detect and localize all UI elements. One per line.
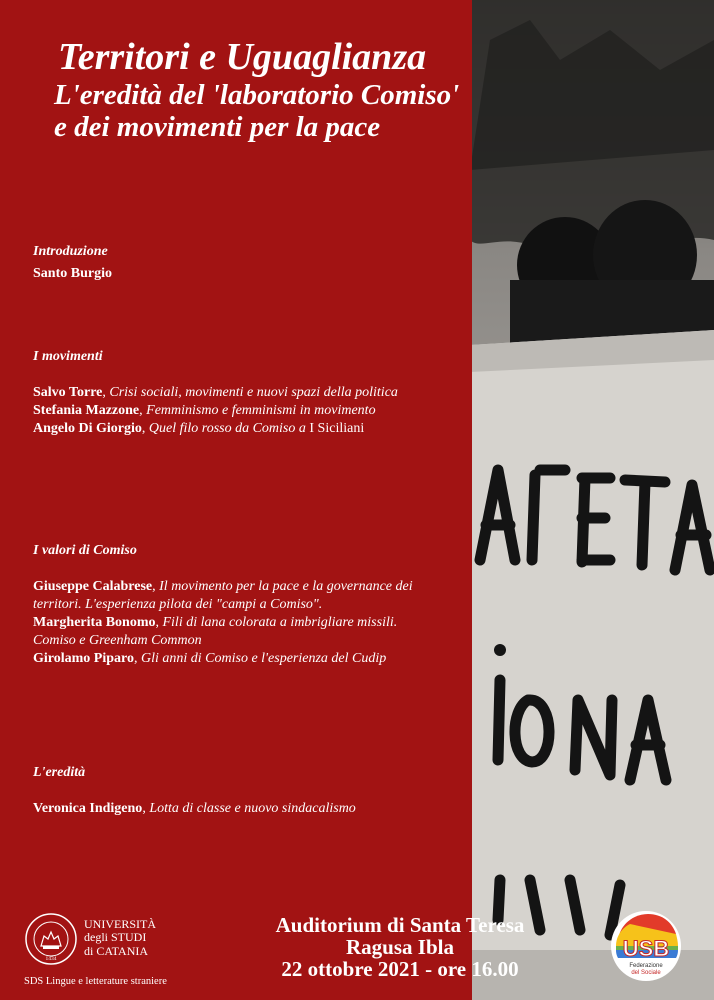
speaker-topic: Crisi sociali, movimenti e nuovi spazi della politica — [109, 384, 398, 400]
speaker-name: Stefania Mazzone — [33, 402, 140, 418]
usb-sub-2: del Sociale — [631, 970, 661, 976]
university-line-2: degli STUDI — [84, 930, 147, 945]
department-label: SDS Lingue e letterature straniere — [24, 976, 167, 987]
speaker-name: Angelo Di Giorgio — [33, 420, 142, 436]
speaker-row: Giuseppe Calabrese, Il movimento per la pace e la governance dei territori. L'esperienza pilota dei "campi a Comiso". — [33, 578, 413, 612]
section-eredita — [33, 764, 463, 818]
usb-logo-icon — [610, 910, 682, 982]
usb-text: USB — [622, 936, 670, 961]
section-introduzione — [33, 243, 463, 283]
venue-name: Auditorium di Santa Teresa — [275, 913, 525, 937]
venue-location: Ragusa Ibla — [346, 935, 454, 960]
university-line-1: UNIVERSITÀ — [84, 917, 156, 931]
section-heading: Introduzione — [33, 244, 108, 259]
university-seal-icon — [24, 912, 78, 966]
speaker-row: Angelo Di Giorgio, Quel filo rosso da Comiso a I Siciliani — [33, 420, 365, 436]
seal-year: 1434 — [45, 956, 57, 962]
section-heading: I valori di Comiso — [33, 543, 137, 558]
usb-sub-1: Federazione — [629, 963, 663, 969]
speaker-topic-tail: I Siciliani — [305, 420, 365, 436]
speaker-row: Girolamo Piparo, Gli anni di Comiso e l'esperienza del Cudip — [33, 650, 387, 666]
title-line-3: e dei movimenti per la pace — [54, 111, 381, 143]
section-heading: I movimenti — [33, 349, 103, 364]
speaker-name: Santo Burgio — [33, 265, 112, 281]
speaker-topic: Quel filo rosso da Comiso a — [148, 420, 306, 436]
speaker-topic: Fili di lana colorata a imbrigliare missili. Comiso e Greenham Common — [33, 614, 398, 648]
speaker-row — [33, 265, 463, 283]
event-venue — [190, 914, 610, 980]
university-line-3: di CATANIA — [84, 943, 149, 958]
speaker-topic: Gli anni di Comiso e l'esperienza del Cudip — [140, 650, 387, 666]
speaker-row: Margherita Bonomo, Fili di lana colorata a imbrigliare missili. Comiso e Greenham Common — [33, 614, 398, 648]
speaker-row: Salvo Torre, Crisi sociali, movimenti e nuovi spazi della politica — [33, 384, 398, 400]
speaker-row: Stefania Mazzone, Femminismo e femminismi in movimento — [33, 402, 376, 418]
speaker-topic: Lotta di classe e nuovo sindacalismo — [149, 800, 356, 816]
speaker-name: Margherita Bonomo — [33, 614, 156, 630]
title-line-2: L'eredità del 'laboratorio Comiso' — [54, 79, 460, 111]
speaker-name: Veronica Indigeno — [33, 800, 143, 816]
speaker-name: Girolamo Piparo — [33, 650, 134, 666]
poster-title — [54, 36, 708, 143]
section-heading: L'eredità — [33, 765, 86, 780]
protest-photo — [470, 0, 714, 1000]
speaker-name: Salvo Torre — [33, 384, 103, 400]
section-movimenti — [33, 348, 463, 438]
section-valori — [33, 542, 463, 667]
speaker-topic: Il movimento per la pace e la governance dei territori. L'esperienza pilota dei "campi a Comiso". — [33, 578, 413, 612]
speaker-topic: Femminismo e femminismi in movimento — [146, 402, 376, 418]
speaker-name: Giuseppe Calabrese — [33, 578, 153, 594]
university-name — [84, 918, 204, 958]
speaker-row: Veronica Indigeno, Lotta di classe e nuovo sindacalismo — [33, 800, 356, 816]
title-line-1: Territori e Uguaglianza — [58, 36, 427, 78]
event-date: 22 ottobre 2021 - ore 16.00 — [281, 957, 519, 982]
